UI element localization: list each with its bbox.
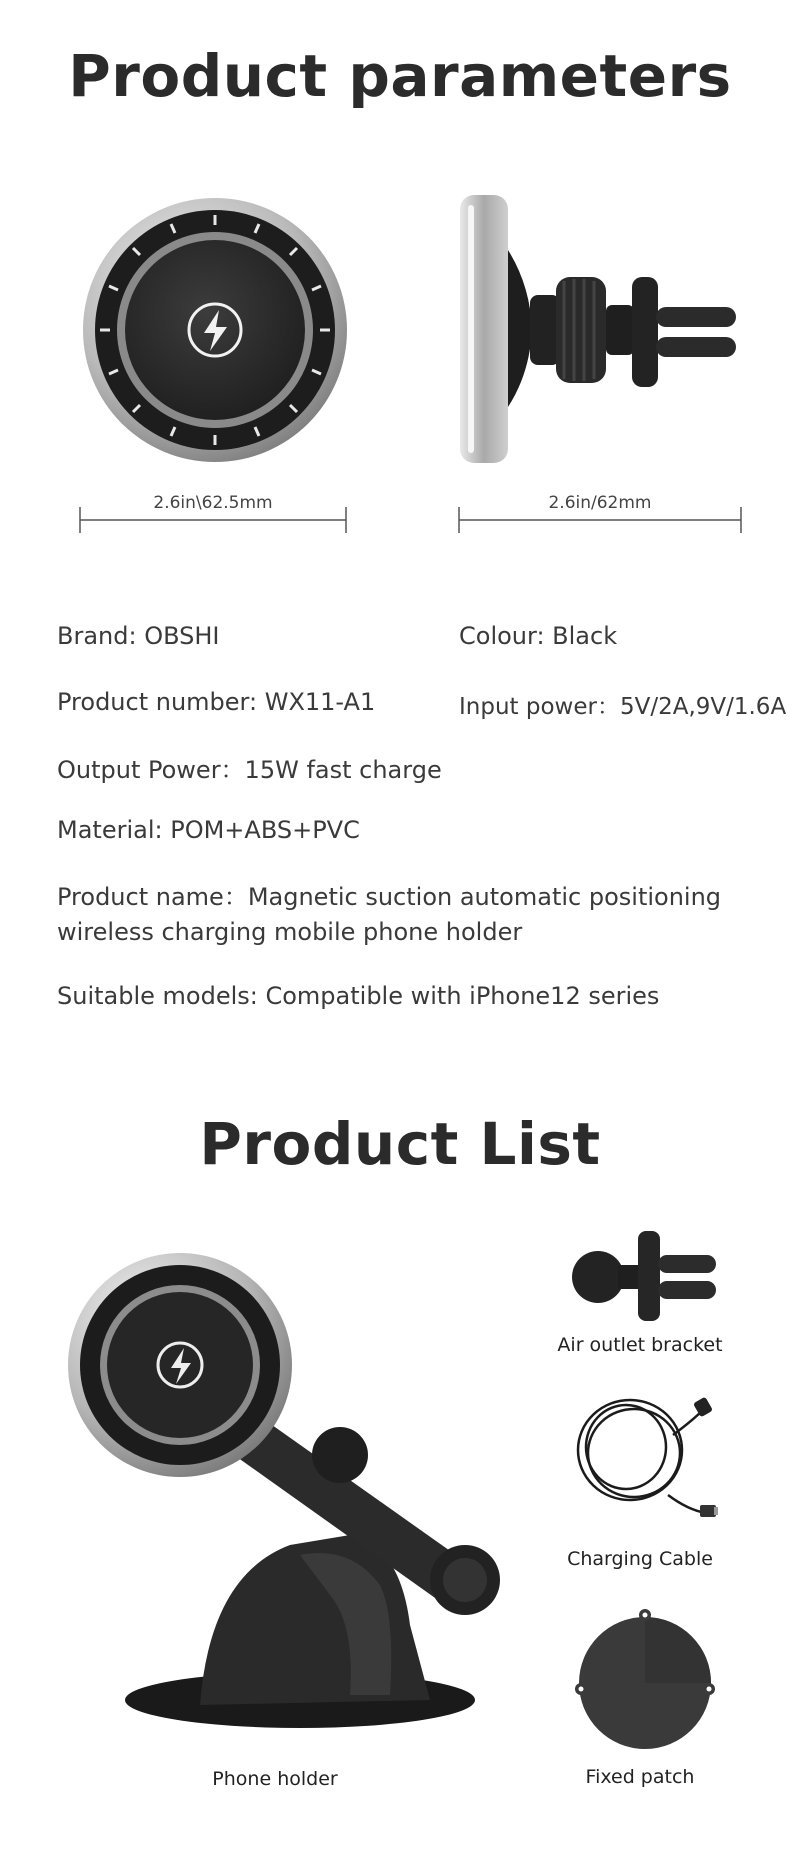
caption-fixed-patch: Fixed patch <box>585 1766 695 1788</box>
charging-cable-image <box>568 1385 718 1530</box>
caption-phone-holder: Phone holder <box>212 1768 338 1790</box>
spec-material: Material: POM+ABS+PVC <box>57 816 360 844</box>
charger-side-image <box>460 195 760 465</box>
spec-product-number: Product number: WX11-A1 <box>57 688 376 716</box>
fixed-patch-image <box>570 1605 720 1755</box>
product-list-title: Product List <box>199 1110 601 1178</box>
spec-output-power: Output Power：15W fast charge <box>57 756 442 784</box>
caption-charging-cable: Charging Cable <box>567 1548 713 1570</box>
caption-air-outlet-bracket: Air outlet bracket <box>557 1334 723 1356</box>
dimension-front-label: 2.6in\62.5mm <box>153 493 273 513</box>
spec-product-name: Product name：Magnetic suction automatic positioning wireless charging mobile phone holder <box>57 883 722 946</box>
air-outlet-bracket-image <box>568 1225 718 1325</box>
parameters-title: Product parameters <box>68 42 732 110</box>
charger-front-image <box>80 195 350 465</box>
phone-holder-image <box>50 1245 510 1735</box>
spec-brand: Brand: OBSHI <box>57 622 220 650</box>
spec-input-power: Input power：5V/2A,9V/1.6A <box>459 694 787 720</box>
spec-suitable-models: Suitable models: Compatible with iPhone12 series <box>57 982 660 1010</box>
spec-colour: Colour: Black <box>459 622 618 650</box>
dimension-side-label: 2.6in/62mm <box>548 493 652 513</box>
